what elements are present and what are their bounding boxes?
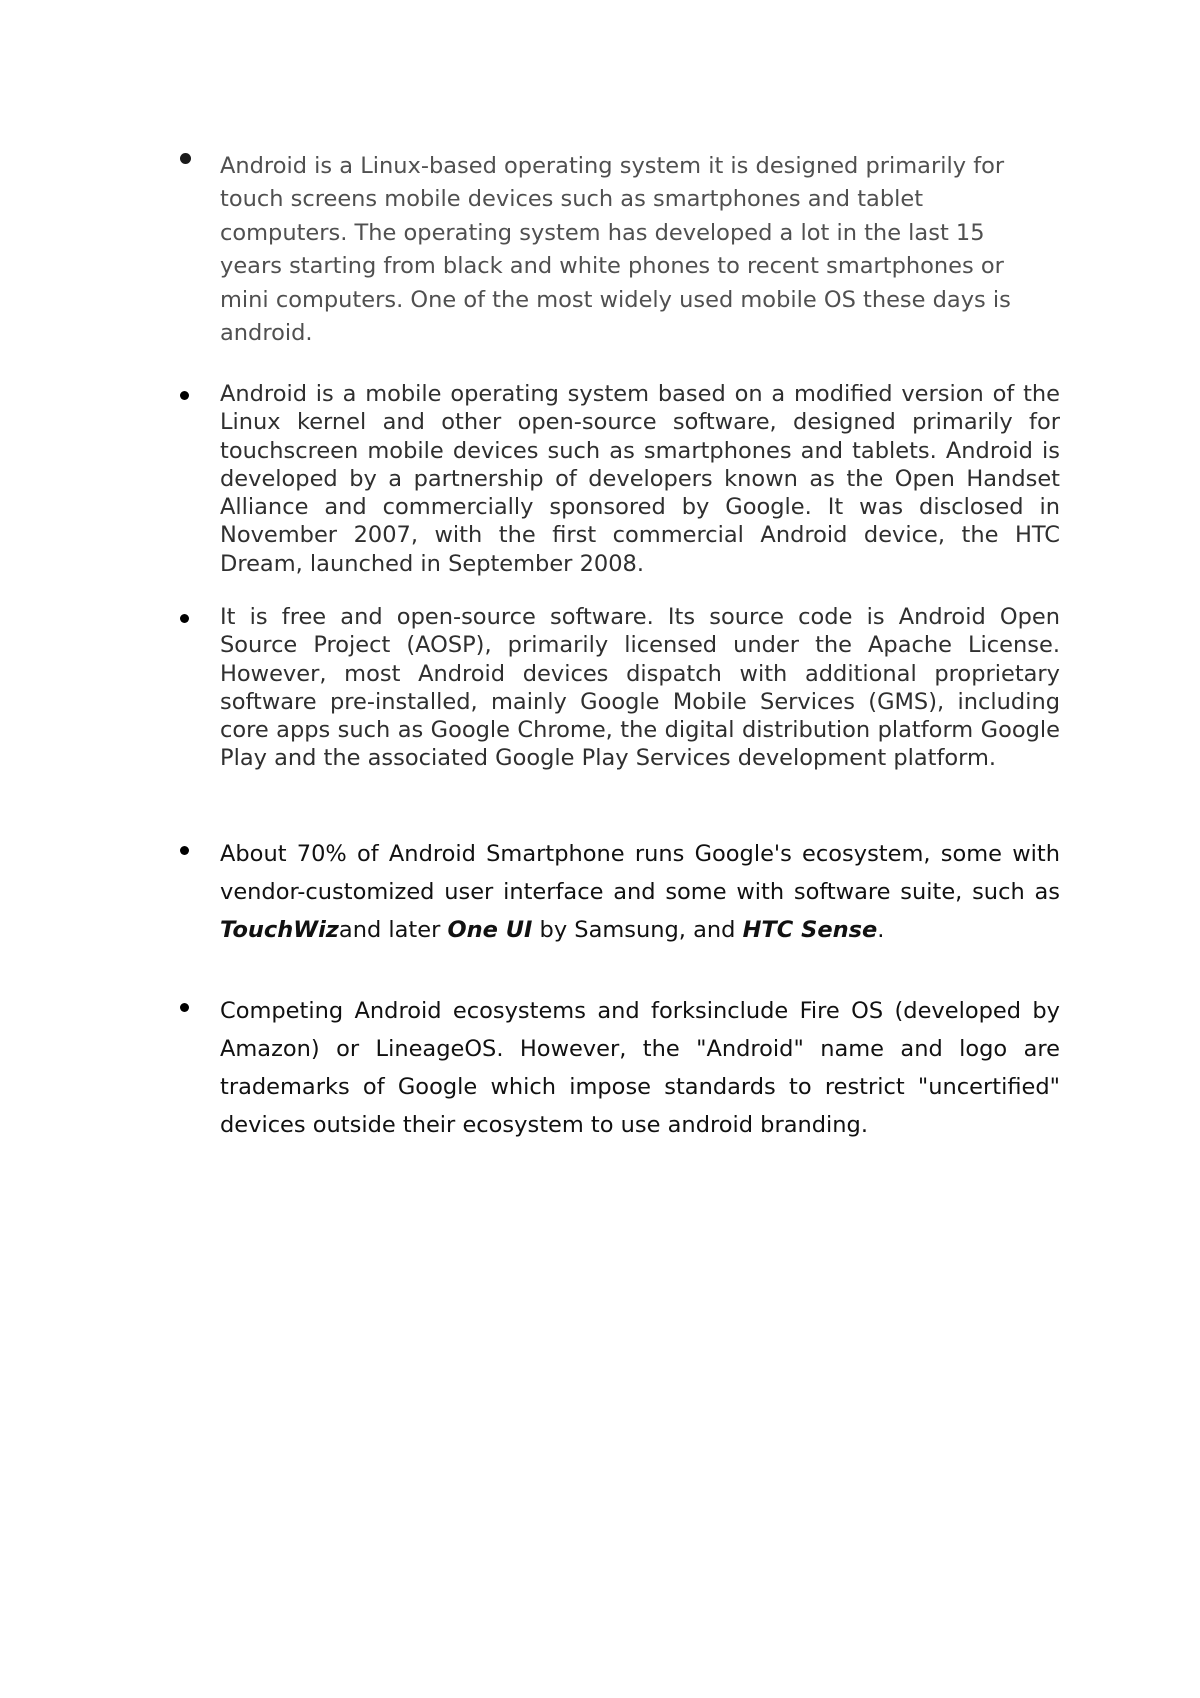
list-item-text: It is free and open-source software. Its source code is Android Open Source Project (AOSP), primarily licensed under the Apache License. However, most Android devices dispatch with additional proprietary software pre-installed, mainly Google Mobile Services (GMS), including core apps such as Google Chrome, the digital distribution platform Google Play and the associated Google Play Services development platform. [220, 604, 1060, 772]
text-segment: . [877, 917, 885, 943]
list-item-text: Android is a mobile operating system based on a modified version of the Linux kernel and other open-source software, designed primarily for touchscreen mobile devices such as smartphones and tablets. Android is developed by a partnership of developers known as the Open Handset Alliance and commercially sponsored by Google. It was disclosed in November 2007, with the first commercial Android device, the HTC Dream, launched in September 2008. [220, 381, 1060, 577]
bullet-icon [180, 391, 189, 400]
emphasis-touchwiz: TouchWiz [220, 917, 339, 943]
bullet-icon [180, 846, 189, 855]
emphasis-htc-sense: HTC Sense [742, 917, 878, 943]
list-item-text: Android is a Linux-based operating system it is designed primarily for touch screens mobile devices such as smartphones and tablet computers. The operating system has developed a lot in the last 15 years starting from black and white phones to recent smartphones or mini computers. One of the most widely used mobile OS these days is android. [220, 153, 1011, 347]
bullet-icon [180, 153, 191, 164]
emphasis-one-ui: One UI [447, 917, 533, 943]
bullet-icon [180, 614, 189, 623]
text-segment: About 70% of Android Smartphone runs Google's ecosystem, some with vendor-customized user interface and some with software suite, such as [220, 841, 1060, 905]
list-item-text [220, 835, 1060, 949]
text-segment: by Samsung, and [532, 917, 743, 943]
text-segment: and later [338, 917, 448, 943]
bullet-icon [180, 1003, 189, 1012]
list-item-text: Competing Android ecosystems and forksinclude Fire OS (developed by Amazon) or LineageOS. However, the "Android" name and logo are trademarks of Google which impose standards to restrict "uncertified" devices outside their ecosystem to use android branding. [220, 998, 1060, 1138]
